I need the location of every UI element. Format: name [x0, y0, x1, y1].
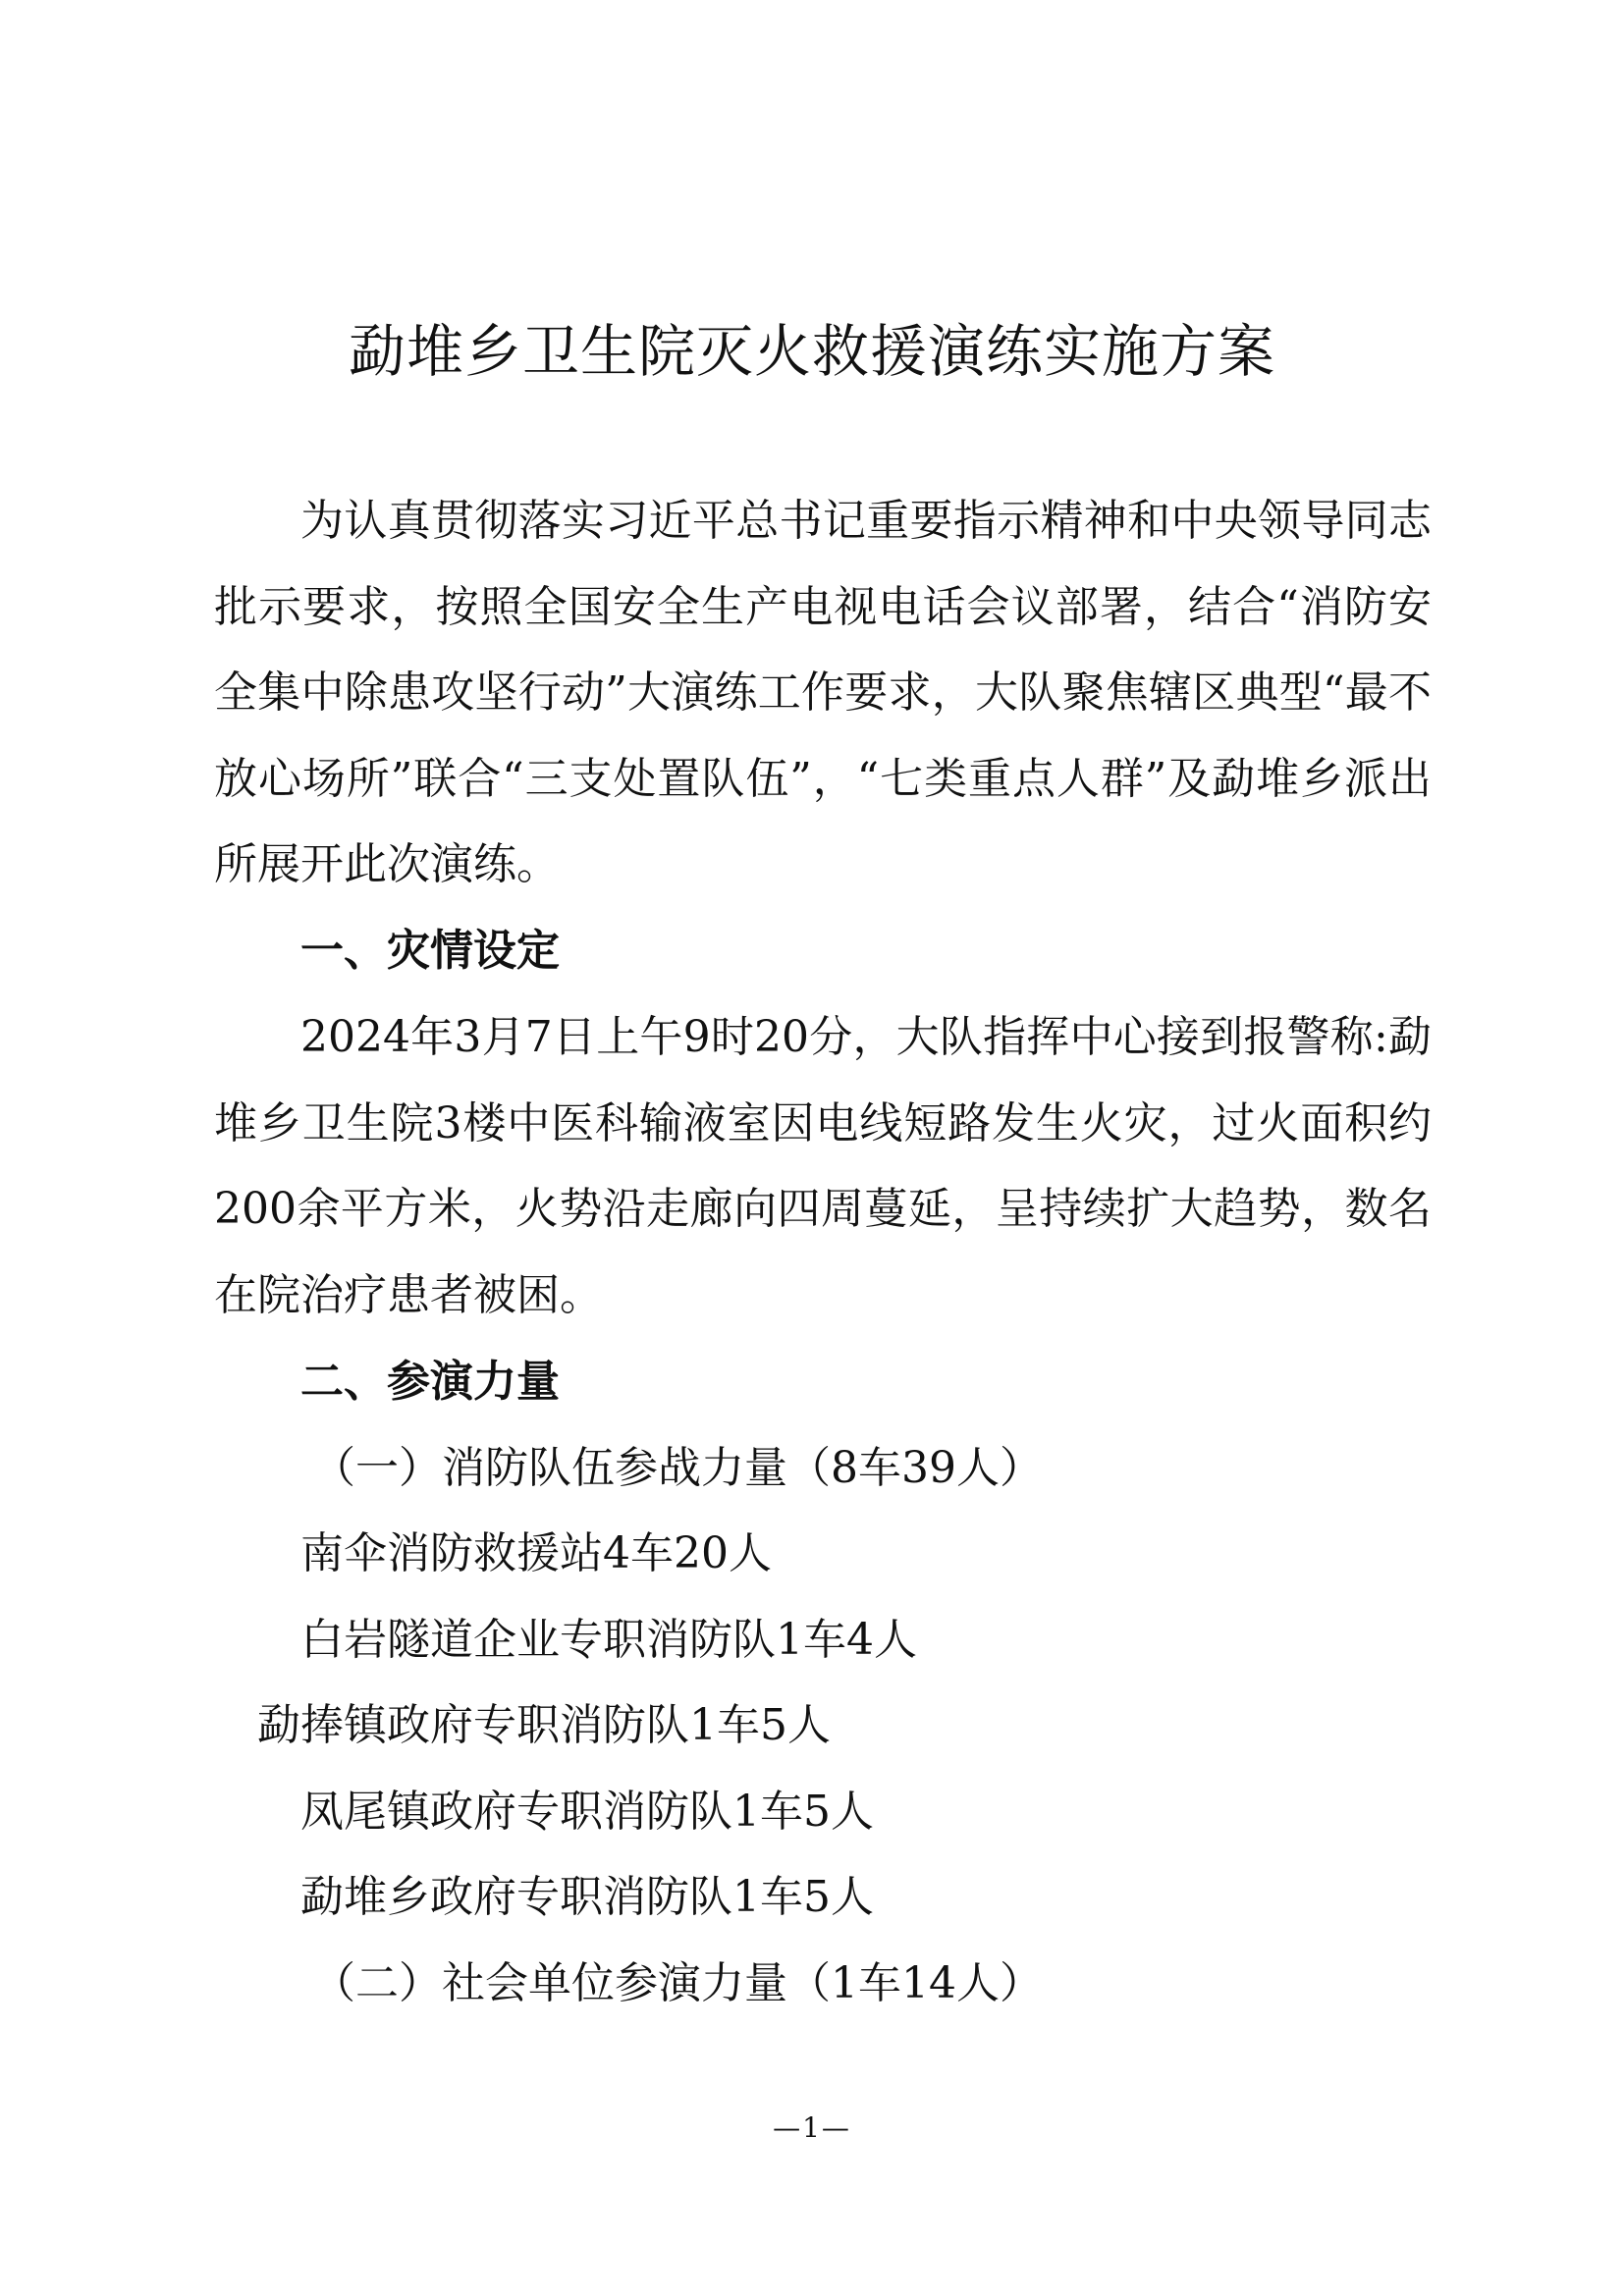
document-title: 勐堆乡卫生院灭火救援演练实施方案	[348, 318, 1275, 385]
section-heading-forces: 二、参演力量	[300, 1357, 560, 1407]
section-heading-disaster: 一、灾情设定	[300, 926, 560, 976]
unit-line: 凤尾镇政府专职消防队1车5人	[300, 1787, 874, 1837]
unit-line: 勐堆乡政府专职消防队1车5人	[300, 1872, 874, 1922]
subsection-fire-forces: （一）消防队伍参战力量（8车39人）	[312, 1443, 1043, 1493]
disaster-paragraph: 2024年3月7日上午9时20分，大队指挥中心接到报警称:勐堆乡卫生院3楼中医科输液室因电线短路发生火灾，过火面积约200余平方米，火势沿走廊向四周蔓延，呈持续扩大趋势，数名在院治疗患者被困。	[214, 1012, 1432, 1320]
unit-line: 南伞消防救援站4车20人	[300, 1528, 772, 1578]
intro-paragraph: 为认真贯彻落实习近平总书记重要指示精神和中央领导同志批示要求，按照全国安全生产电视电话会议部署，结合“消防安全集中除患攻坚行动”大演练工作要求，大队聚焦辖区典型“最不放心场所”联合“三支处置队伍”，“七类重点人群”及勐堆乡派出所展开此次演练。	[214, 496, 1432, 889]
unit-line: 勐捧镇政府专职消防队1车5人	[257, 1700, 831, 1750]
page-number: —1—	[773, 2111, 851, 2144]
unit-line: 白岩隧道企业专职消防队1车4人	[300, 1615, 917, 1665]
subsection-social-forces: （二）社会单位参演力量（1车14人）	[312, 1958, 1043, 2008]
